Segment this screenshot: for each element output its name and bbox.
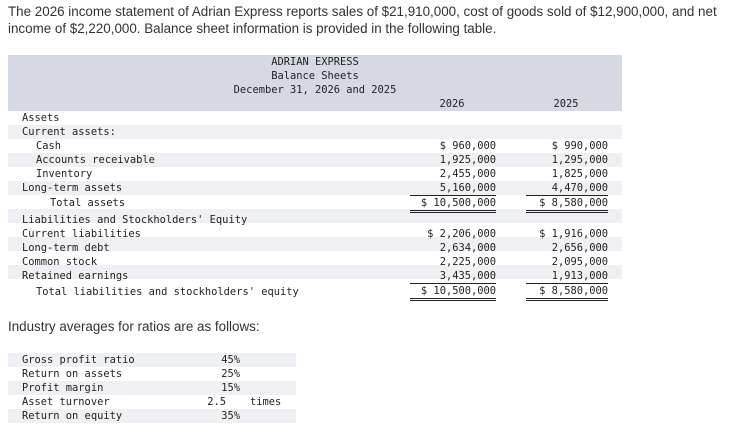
ratio-value: 25% bbox=[221, 368, 240, 380]
long-term-assets-2025: 4,470,000 bbox=[551, 182, 608, 194]
row-label-long-term-assets: Long-term assets bbox=[22, 182, 123, 194]
column-header-2025: 2025 bbox=[553, 98, 579, 110]
row-label-total-assets: Total assets bbox=[50, 197, 126, 209]
balance-sheet-table bbox=[8, 55, 622, 300]
common-stock-2026: 2,225,000 bbox=[439, 256, 496, 268]
liabilities-equity-heading: Liabilities and Stockholders' Equity bbox=[22, 214, 248, 226]
ratio-label: Asset turnover bbox=[22, 396, 110, 408]
long-term-debt-2026: 2,634,000 bbox=[439, 242, 496, 254]
statement-date: December 31, 2026 and 2025 bbox=[233, 84, 397, 96]
total-liabilities-equity-2025: $ 8,580,000 bbox=[539, 285, 608, 297]
row-label-cash: Cash bbox=[36, 140, 62, 152]
inventory-2026: 2,455,000 bbox=[439, 168, 496, 180]
retained-earnings-2026: 3,435,000 bbox=[439, 270, 496, 282]
row-label-total-liabilities-equity: Total liabilities and stockholders' equity bbox=[36, 286, 299, 298]
row-label-retained-earnings: Retained earnings bbox=[22, 270, 129, 282]
current-liabilities-2025: $ 1,916,000 bbox=[539, 228, 608, 240]
current-liabilities-2026: $ 2,206,000 bbox=[427, 228, 496, 240]
accounts-receivable-2026: 1,925,000 bbox=[439, 154, 496, 166]
ratio-unit: times bbox=[250, 396, 282, 408]
inventory-2025: 1,825,000 bbox=[551, 168, 608, 180]
double-underline bbox=[526, 212, 608, 213]
double-underline bbox=[410, 210, 496, 211]
cash-2026: $ 960,000 bbox=[439, 140, 496, 152]
ratio-value: 2.5 bbox=[207, 396, 226, 408]
assets-heading: Assets bbox=[22, 112, 60, 124]
industry-ratios-table bbox=[8, 353, 308, 433]
ratio-value: 45% bbox=[221, 354, 240, 366]
double-underline bbox=[526, 298, 608, 299]
ratio-value: 35% bbox=[221, 410, 240, 422]
company-name: ADRIAN EXPRESS bbox=[271, 56, 359, 68]
double-underline bbox=[526, 300, 608, 301]
row-label-common-stock: Common stock bbox=[22, 256, 98, 268]
long-term-assets-2026: 5,160,000 bbox=[439, 182, 496, 194]
row-label-inventory: Inventory bbox=[36, 168, 93, 180]
ratio-label: Gross profit ratio bbox=[22, 354, 135, 366]
common-stock-2025: 2,095,000 bbox=[551, 256, 608, 268]
double-underline bbox=[410, 298, 496, 299]
double-underline bbox=[410, 212, 496, 213]
statement-title: Balance Sheets bbox=[271, 70, 359, 82]
total-liabilities-equity-2026: $ 10,500,000 bbox=[420, 285, 496, 297]
current-assets-heading: Current assets: bbox=[22, 126, 116, 138]
ratio-value: 15% bbox=[221, 382, 240, 394]
row-label-current-liabilities: Current liabilities bbox=[22, 228, 141, 240]
cash-2025: $ 990,000 bbox=[551, 140, 608, 152]
double-underline bbox=[526, 210, 608, 211]
ratio-label: Return on assets bbox=[22, 368, 123, 380]
long-term-debt-2025: 2,656,000 bbox=[551, 242, 608, 254]
accounts-receivable-2025: 1,295,000 bbox=[551, 154, 608, 166]
row-label-accounts-receivable: Accounts receivable bbox=[36, 154, 155, 166]
ratio-label: Profit margin bbox=[22, 382, 104, 394]
total-assets-2026: $ 10,500,000 bbox=[420, 197, 496, 209]
row-label-long-term-debt: Long-term debt bbox=[22, 242, 110, 254]
ratio-label: Return on equity bbox=[22, 410, 123, 422]
industry-averages-heading: Industry averages for ratios are as follows: bbox=[8, 319, 260, 334]
retained-earnings-2025: 1,913,000 bbox=[551, 270, 608, 282]
total-assets-2025: $ 8,580,000 bbox=[539, 197, 608, 209]
double-underline bbox=[410, 300, 496, 301]
problem-intro: The 2026 income statement of Adrian Express reports sales of $21,910,000, cost of goods sold of $12,900,000, and net income of $2,220,000. Balance sheet information is provided in the following table. bbox=[8, 4, 717, 36]
column-header-2026: 2026 bbox=[439, 98, 465, 110]
